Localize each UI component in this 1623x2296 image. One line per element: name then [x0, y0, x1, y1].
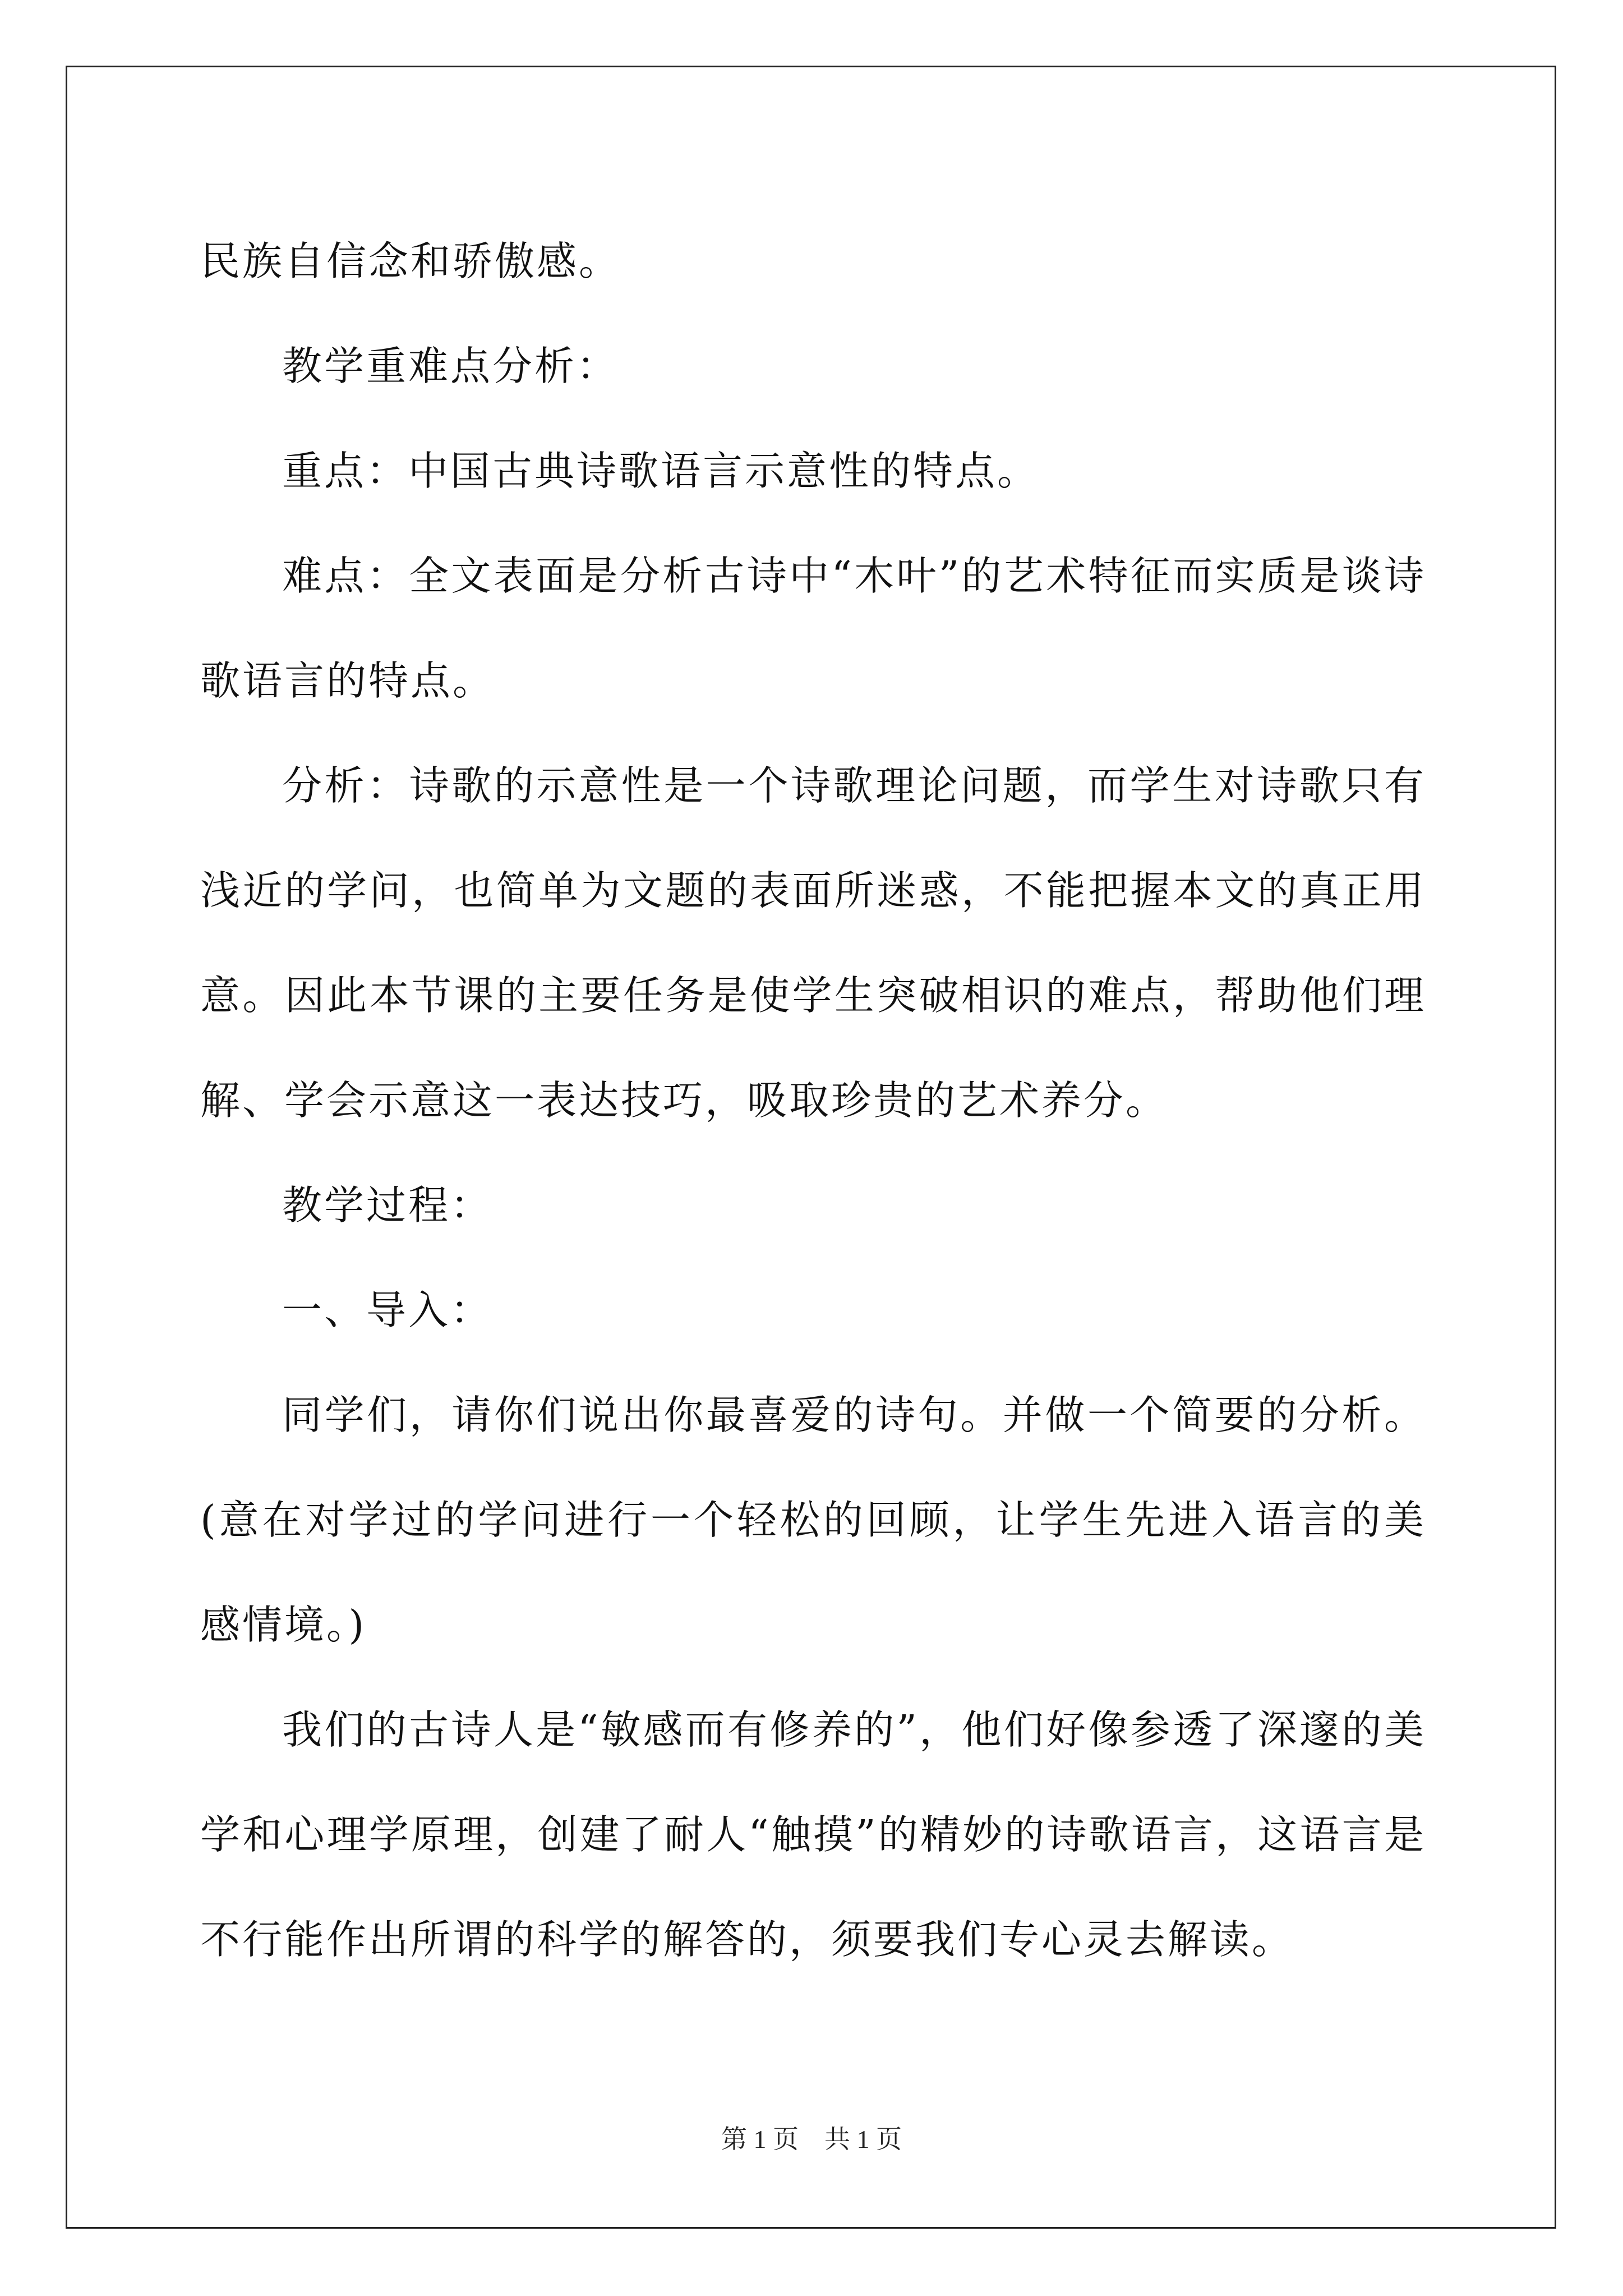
section-heading: 一、导入：	[282, 1287, 493, 1333]
paragraph: 民族自信念和骄傲感。	[200, 238, 621, 284]
document-body	[200, 209, 1426, 1992]
paragraph: 重点：中国古典诗歌语言示意性的特点。	[282, 448, 1040, 494]
section-heading: 教学过程：	[282, 1182, 493, 1228]
paragraph: 难点：全文表面是分析古诗中“木叶”的艺术特征而实质是谈诗歌语言的特点。	[200, 553, 1426, 704]
section-heading: 教学重难点分析：	[282, 343, 619, 389]
paragraph: 分析：诗歌的示意性是一个诗歌理论问题，而学生对诗歌只有浅近的学问，也简单为文题的表面所迷惑，不能把握本文的真正用意。因此本节课的主要任务是使学生突破相识的难点，帮助他们理解、学会示意这一表达技巧，吸取珍贵的艺术养分。	[200, 762, 1426, 1124]
page-footer: 第 1 页 共 1 页	[721, 2125, 902, 2154]
paragraph: 我们的古诗人是“敏感而有修养的”，他们好像参透了深邃的美学和心理学原理，创建了耐人“触摸”的精妙的诗歌语言，这语言是不行能作出所谓的科学的解答的，须要我们专心灵去解读。	[200, 1706, 1426, 1963]
paragraph: 同学们，请你们说出你最喜爱的诗句。并做一个简要的分析。(意在对学过的学问进行一个轻松的回顾，让学生先进入语言的美感情境。)	[200, 1392, 1426, 1648]
